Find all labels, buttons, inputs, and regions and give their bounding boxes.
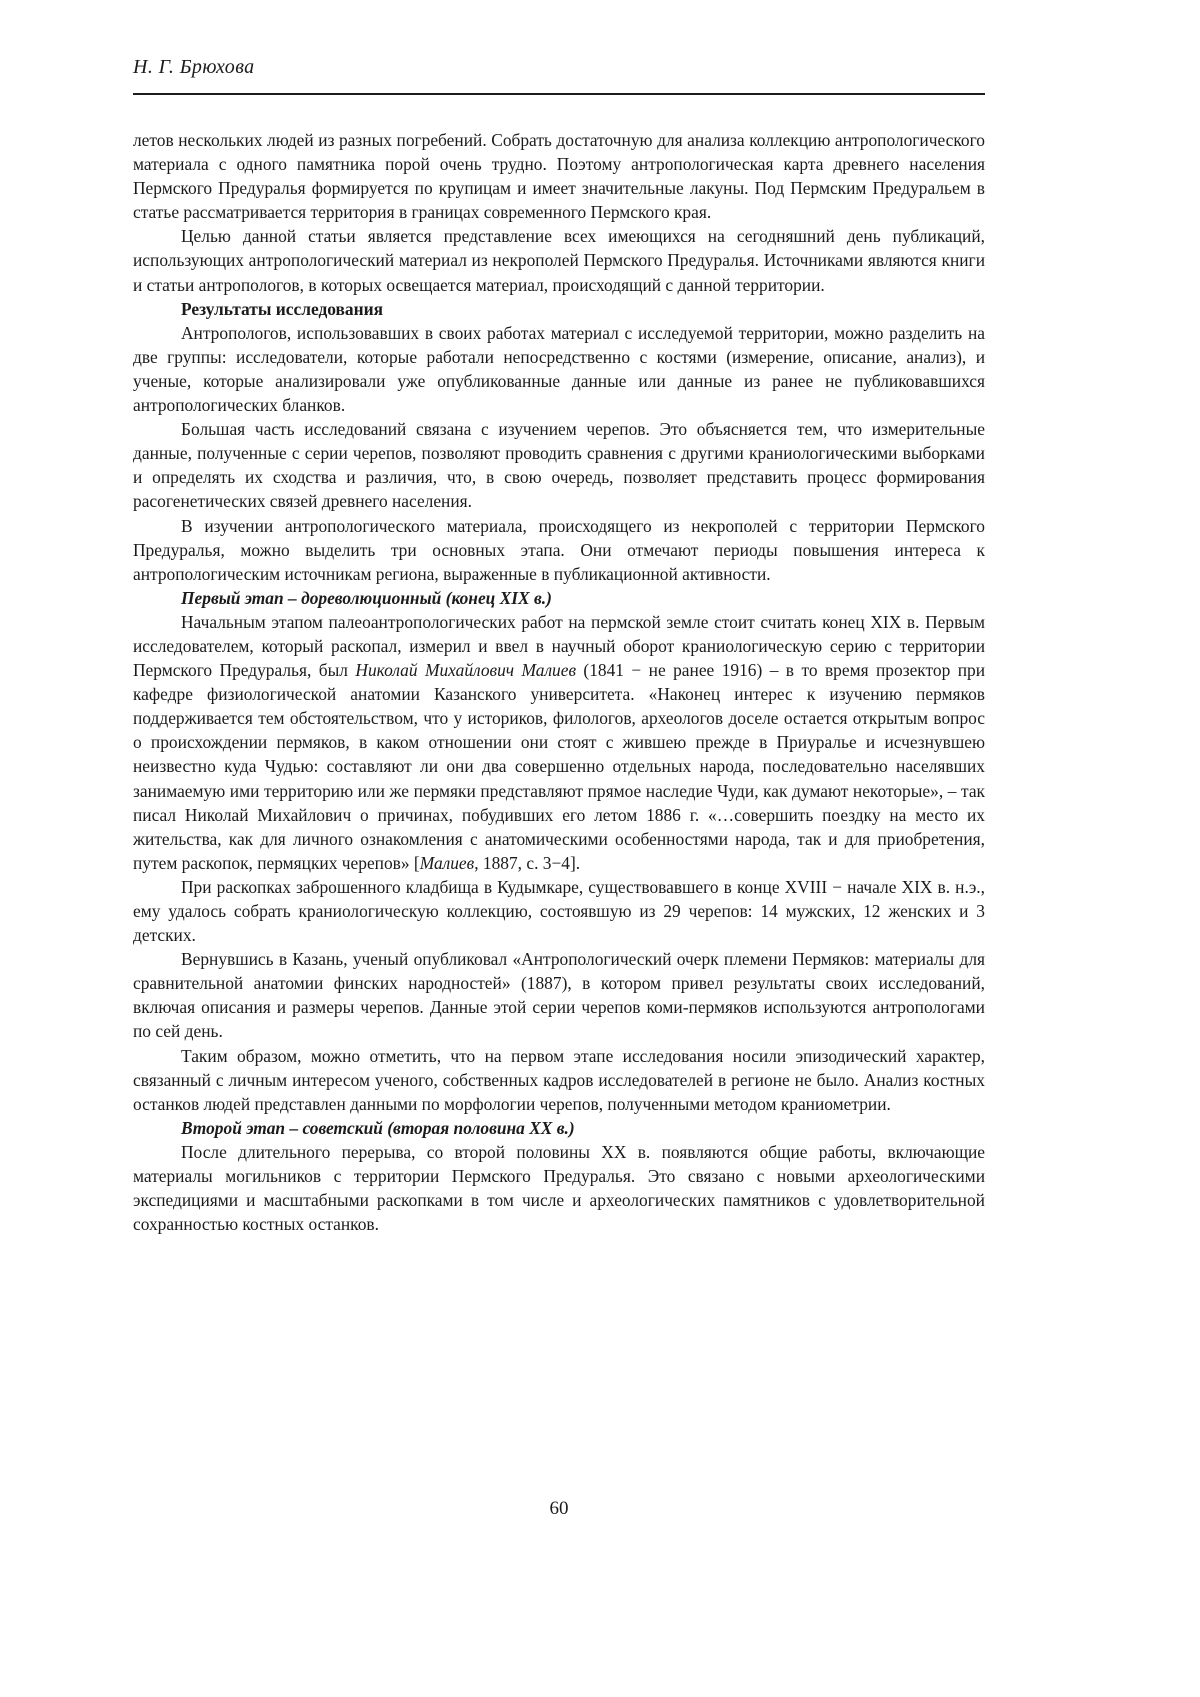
section-heading bbox=[133, 586, 985, 610]
paragraph bbox=[133, 947, 985, 1043]
text-run: Результаты исследования bbox=[181, 298, 384, 319]
page-header bbox=[133, 56, 985, 79]
text-run: Николай Михайлович Малиев bbox=[355, 660, 576, 681]
paragraph bbox=[133, 417, 985, 513]
text-run: В изучении антропологического материала, происходящего из некрополей с территории Пермского Предуралья, можно выделить три основных этапа. Они отмечают периоды повышения интереса к антропологическим источникам региона, выраженные в публикационной активности. bbox=[133, 515, 985, 584]
section-heading bbox=[133, 297, 985, 321]
text-run: Вернувшись в Казань, ученый опубликовал «Антропологический очерк племени Пермяков: материалы для сравнительной анатомии финских народностей» (1887), в котором привел результаты своих исследований, включая описания и размеры черепов. Данные этой серии черепов коми-пермяков используются антропологами по сей день. bbox=[133, 949, 985, 1042]
text-run: Большая часть исследований связана с изучением черепов. Это объясняется тем, что измерительные данные, полученные с серии черепов, позволяют проводить сравнения с другими краниологическими выборками и определять их сходства и различия, что, в свою очередь, позволяет представить процесс формирования расогенетических связей древнего населения. bbox=[133, 419, 985, 512]
paragraph bbox=[133, 1140, 985, 1236]
paragraph bbox=[133, 875, 985, 947]
text-run: Второй этап – советский (вторая половина XX в.) bbox=[181, 1117, 575, 1138]
paragraph bbox=[133, 1044, 985, 1116]
paragraph bbox=[133, 128, 985, 224]
paragraph bbox=[133, 610, 985, 875]
page-footer bbox=[133, 1498, 985, 1520]
header-rule bbox=[133, 93, 985, 95]
section-heading bbox=[133, 1116, 985, 1140]
paragraph bbox=[133, 514, 985, 586]
text-run: Первый этап – дореволюционный (конец XIX в.) bbox=[181, 587, 552, 608]
text-run: (1841 − не ранее 1916) – в то время прозектор при кафедре физиологической анатомии Казанского университета. «Наконец интерес к изучению пермяков поддерживается тем обстоятельством, что у историков, филологов, археологов доселе остается открытым вопрос о происхождении пермяков, в каком отношении они стоят с жившею прежде в Приуралье и исчезнувшею неизвестно куда Чудью: составляют ли они два совершенно отдельных народа, последовательно населявших занимаемую ими территорию или же пермяки представляют прямое наследие Чуди, как думают некоторые», – так писал Николай Михайлович о причинах, побудивших его летом 1886 г. «…совершить поездку на место их жительства, как для личного ознакомления с анатомическими особенностями народа, так и для приобретения, путем раскопок, пермяцких черепов» [ bbox=[133, 660, 985, 873]
paragraph bbox=[133, 321, 985, 417]
text-run: Антропологов, использовавших в своих работах материал с исследуемой территории, можно разделить на две группы: исследователи, которые работали непосредственно с костями (измерение, описание, анализ), и ученые, которые анализировали уже опубликованные данные или данные из ранее не публиковавшихся антропологических бланков. bbox=[133, 322, 985, 416]
text-run: , 1887, с. 3−4]. bbox=[474, 852, 581, 873]
text-run: При раскопках заброшенного кладбища в Кудымкаре, существовавшего в конце XVIII − начале XIX в. н.э., ему удалось собрать краниологическую коллекцию, состоявшую из 29 черепов: 14 мужских, 12 женских и 3 детских. bbox=[133, 876, 985, 946]
page-number: 60 bbox=[549, 1498, 569, 1519]
text-run: Целью данной статьи является представление всех имеющихся на сегодняшний день публикаций, использующих антропологический материал из некрополей Пермского Предуралья. Источниками являются книги и статьи антропологов, в которых освещается материал, происходящий с данной территории. bbox=[133, 226, 985, 295]
paragraph bbox=[133, 224, 985, 296]
text-run: После длительного перерыва, со второй половины XX в. появляются общие работы, включающие материалы могильников с территории Пермского Предуралья. Это связано с новыми археологическими экспедициями и масштабными раскопками в том числе и археологических памятников с удовлетворительной сохранностью костных останков. bbox=[133, 1141, 985, 1235]
text-run: летов нескольких людей из разных погребений. Собрать достаточную для анализа коллекцию антропологического материала с одного памятника порой очень трудно. Поэтому антропологическая карта древнего населения Пермского Предуралья формируется по крупицам и имеет значительные лакуны. Под Пермским Предуральем в статье рассматривается территория в границах современного Пермского края. bbox=[133, 130, 985, 223]
article-body bbox=[133, 128, 985, 1236]
text-run: Таким образом, можно отметить, что на первом этапе исследования носили эпизодический характер, связанный с личным интересом ученого, собственных кадров исследователей в регионе не было. Анализ костных останков людей представлен данными по морфологии черепов, полученными методом краниометрии. bbox=[133, 1045, 985, 1114]
running-head-author: Н. Г. Брюхова bbox=[133, 56, 255, 78]
text-run: Начальным этапом палеоантропологических работ на пермской земле стоит считать конец XIX в. Первым исследователем, который раскопал, измерил и ввел в научный оборот краниологическую серию с территории Пермского Предуралья, был bbox=[133, 611, 985, 681]
text-run: Малиев bbox=[419, 852, 475, 873]
